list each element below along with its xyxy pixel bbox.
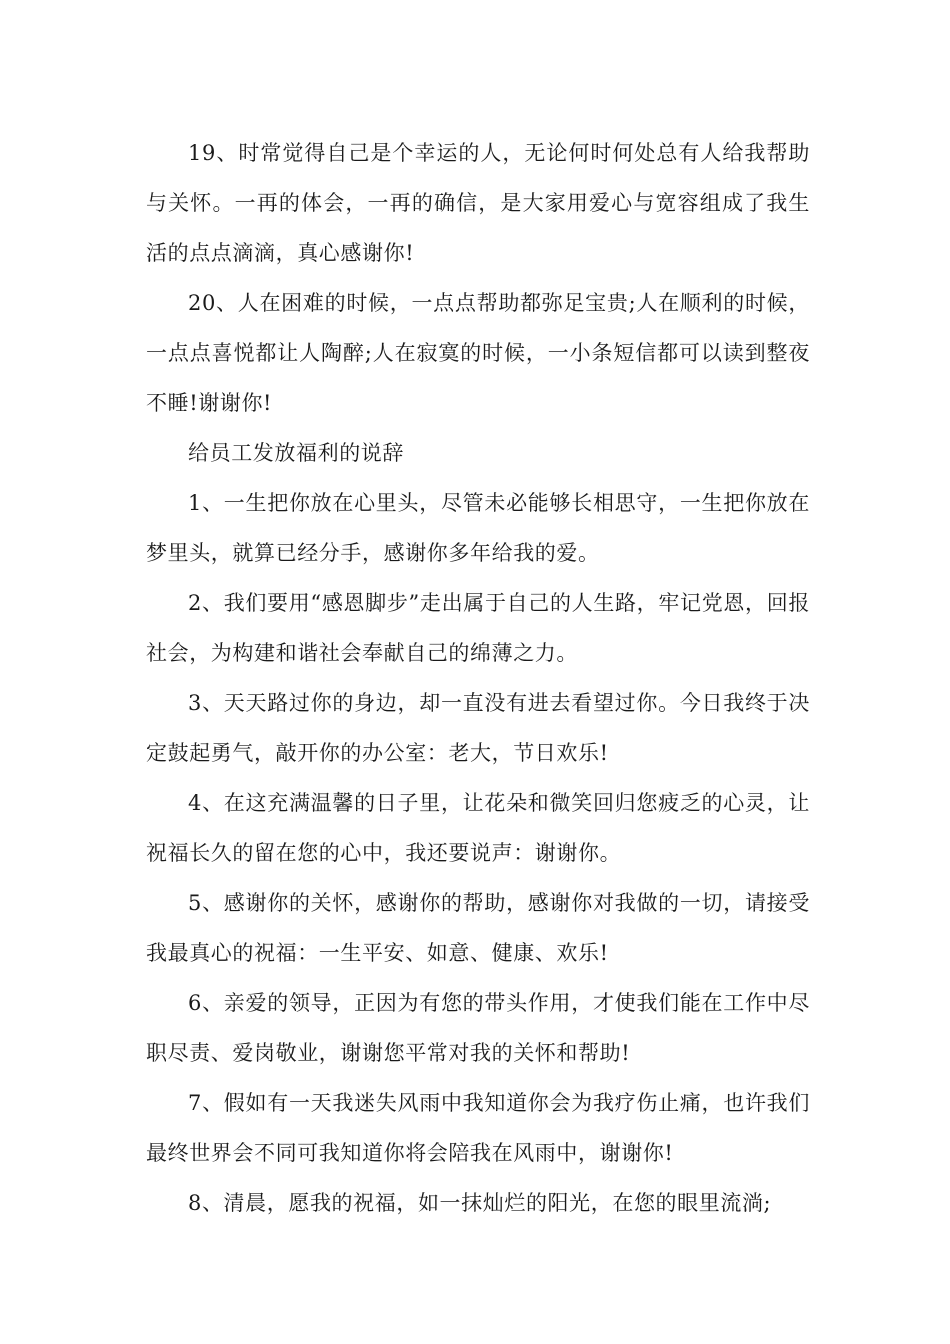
paragraph-5: 5、感谢你的关怀，感谢你的帮助，感谢你对我做的一切，请接受我最真心的祝福：一生平安、如意、健康、欢乐! [146,891,810,965]
document-body [146,128,810,1228]
paragraph-7: 7、假如有一天我迷失风雨中我知道你会为我疗伤止痛，也许我们最终世界会不同可我知道你将会陪我在风雨中，谢谢你! [146,1091,810,1165]
section-heading: 给员工发放福利的说辞 [188,441,404,465]
paragraph-6: 6、亲爱的领导，正因为有您的带头作用，才使我们能在工作中尽职尽责、爱岗敬业，谢谢您平常对我的关怀和帮助! [146,991,810,1065]
paragraph-19: 19、时常觉得自己是个幸运的人，无论何时何处总有人给我帮助与关怀。一再的体会，一再的确信，是大家用爱心与宽容组成了我生活的点点滴滴，真心感谢你! [146,141,810,265]
paragraph-3: 3、天天路过你的身边，却一直没有进去看望过你。今日我终于决定鼓起勇气，敲开你的办公室：老大，节日欢乐! [146,691,810,765]
paragraph-8: 8、清晨，愿我的祝福，如一抹灿烂的阳光，在您的眼里流淌; [188,1191,772,1215]
paragraph-20: 20、人在困难的时候，一点点帮助都弥足宝贵;人在顺利的时候，一点点喜悦都让人陶醉;人在寂寞的时候，一小条短信都可以读到整夜不睡!谢谢你! [146,291,810,415]
paragraph-2: 2、我们要用“感恩脚步”走出属于自己的人生路，牢记党恩，回报社会，为构建和谐社会奉献自己的绵薄之力。 [146,591,810,665]
paragraph-1: 1、一生把你放在心里头，尽管未必能够长相思守，一生把你放在梦里头，就算已经分手，感谢你多年给我的爱。 [146,491,810,565]
paragraph-4: 4、在这充满温馨的日子里，让花朵和微笑回归您疲乏的心灵，让祝福长久的留在您的心中，我还要说声：谢谢你。 [146,791,810,865]
